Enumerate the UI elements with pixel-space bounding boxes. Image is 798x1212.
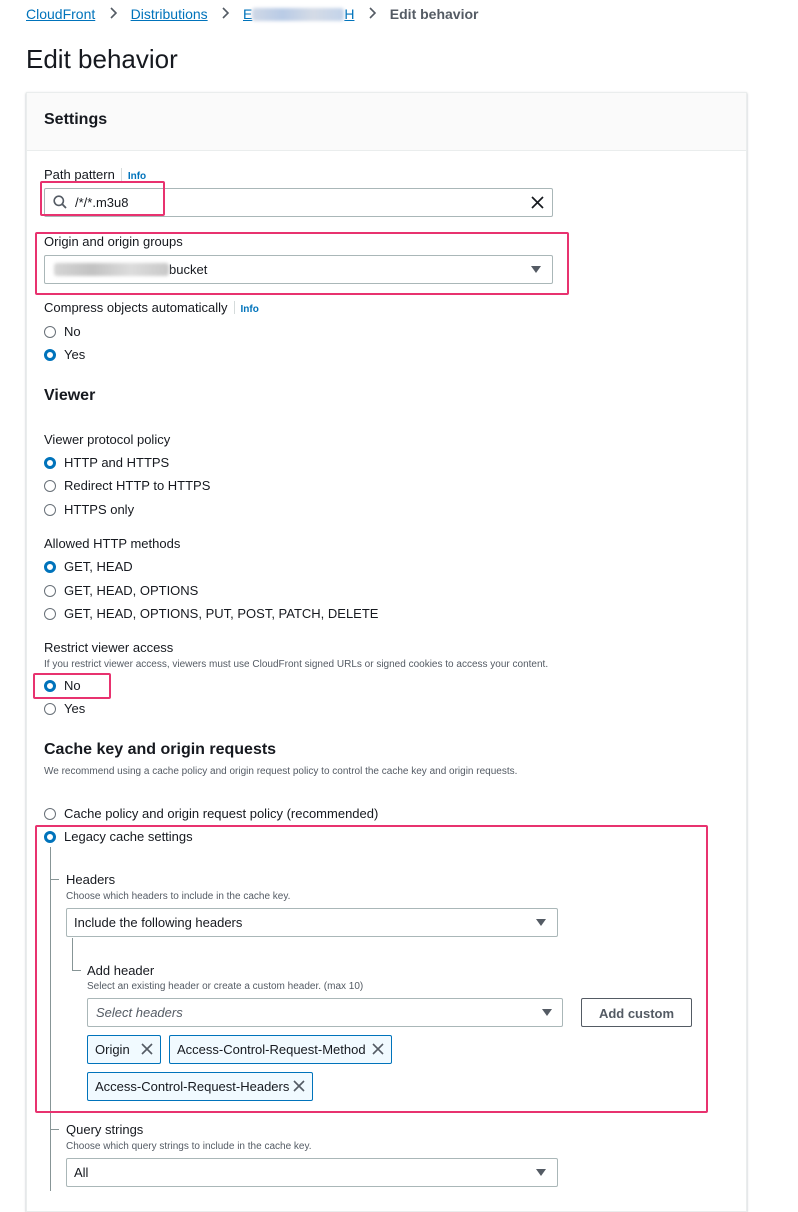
protocol-option-http-https[interactable]: [44, 455, 169, 470]
compress-label: Compress objects automatically: [44, 300, 228, 315]
radio-unselected: [44, 808, 56, 820]
breadcrumb: [26, 6, 478, 24]
tree-line: [50, 847, 51, 1191]
query-strings-value: All: [74, 1165, 89, 1180]
caret-down-icon: [542, 1009, 552, 1016]
path-pattern-info-link[interactable]: Info: [127, 171, 147, 182]
headers-label: Headers: [66, 872, 116, 887]
methods-option-get-head[interactable]: [44, 559, 133, 574]
compress-option-yes[interactable]: [44, 347, 85, 362]
radio-selected: [44, 561, 56, 573]
close-icon[interactable]: [293, 1077, 305, 1095]
search-icon: [53, 195, 67, 212]
radio-label: GET, HEAD: [64, 559, 133, 574]
page-title: Edit behavior: [26, 44, 178, 74]
header-token-request-headers: [87, 1072, 313, 1101]
query-strings-label: Query strings: [66, 1122, 144, 1137]
token-label: Access-Control-Request-Method: [177, 1042, 366, 1057]
viewer-section-title: Viewer: [44, 387, 96, 404]
cache-section-title: Cache key and origin requests: [44, 741, 277, 758]
origin-label: Origin and origin groups: [44, 234, 183, 249]
query-strings-select[interactable]: [66, 1158, 558, 1187]
origin-value: [54, 262, 207, 277]
settings-header: Settings: [44, 111, 108, 128]
query-strings-description: Choose which query strings to include in the cache key.: [66, 1141, 312, 1152]
origin-value-suffix: bucket: [169, 262, 208, 277]
breadcrumb-current: Edit behavior: [389, 6, 479, 22]
radio-unselected: [44, 504, 56, 516]
restrict-access-description: If you restrict viewer access, viewers must use CloudFront signed URLs or signed cookies to access your content.: [44, 659, 549, 670]
caret-down-icon: [531, 266, 541, 273]
caret-down-icon: [536, 1169, 546, 1176]
radio-label: Redirect HTTP to HTTPS: [64, 478, 211, 493]
origin-select[interactable]: [44, 255, 553, 284]
radio-selected: [44, 680, 56, 692]
radio-selected: [44, 349, 56, 361]
radio-label: HTTPS only: [64, 502, 135, 517]
radio-label: Cache policy and origin request policy (recommended): [64, 806, 379, 821]
radio-selected: [44, 831, 56, 843]
breadcrumb-distributions[interactable]: Distributions: [130, 6, 208, 22]
compress-info-link[interactable]: Info: [240, 304, 259, 315]
add-custom-button[interactable]: Add custom: [581, 998, 692, 1027]
radio-selected: [44, 457, 56, 469]
tree-line: [50, 879, 59, 880]
token-label: Access-Control-Request-Headers: [95, 1079, 290, 1094]
add-header-description: Select an existing header or create a custom header. (max 10): [87, 981, 364, 992]
redacted-id: [252, 8, 344, 21]
close-icon[interactable]: [531, 196, 544, 212]
radio-label: Yes: [64, 347, 86, 362]
radio-label: HTTP and HTTPS: [64, 455, 170, 470]
methods-option-all[interactable]: [44, 606, 378, 621]
radio-label: GET, HEAD, OPTIONS: [64, 583, 199, 598]
radio-unselected: [44, 608, 56, 620]
select-headers-placeholder: Select headers: [96, 1005, 183, 1020]
methods-option-get-head-options[interactable]: [44, 583, 198, 598]
chevron-right-icon: [221, 6, 234, 22]
radio-unselected: [44, 326, 56, 338]
radio-label: Legacy cache settings: [64, 829, 193, 844]
restrict-option-yes[interactable]: [44, 701, 85, 716]
header-token-origin: [87, 1035, 161, 1064]
distribution-id-prefix: E: [242, 6, 253, 22]
headers-select-value: Include the following headers: [74, 915, 243, 930]
headers-description: Choose which headers to include in the cache key.: [66, 891, 291, 902]
path-pattern-label-row: [44, 167, 146, 182]
caret-down-icon: [536, 919, 546, 926]
restrict-option-no[interactable]: [44, 678, 81, 693]
select-headers-input[interactable]: [87, 998, 563, 1027]
radio-label: Yes: [64, 701, 86, 716]
path-pattern-label: Path pattern: [44, 167, 115, 182]
radio-label: No: [64, 678, 81, 693]
close-icon[interactable]: [141, 1040, 153, 1058]
path-pattern-input[interactable]: [44, 188, 553, 217]
close-icon[interactable]: [372, 1040, 384, 1058]
token-label: Origin: [95, 1042, 130, 1057]
tree-line: [72, 970, 81, 971]
radio-label: GET, HEAD, OPTIONS, PUT, POST, PATCH, DELETE: [64, 606, 379, 621]
distribution-id-suffix: H: [344, 6, 355, 22]
compress-label-row: [44, 300, 259, 315]
cache-option-legacy[interactable]: [44, 829, 193, 844]
chevron-right-icon: [109, 6, 122, 22]
breadcrumb-distribution-id[interactable]: [243, 6, 354, 22]
protocol-policy-label: Viewer protocol policy: [44, 432, 171, 447]
radio-unselected: [44, 703, 56, 715]
breadcrumb-cloudfront[interactable]: CloudFront: [26, 6, 96, 22]
headers-select[interactable]: [66, 908, 558, 937]
protocol-option-https-only[interactable]: [44, 502, 134, 517]
header-token-request-method: [169, 1035, 392, 1064]
restrict-access-label: Restrict viewer access: [44, 640, 174, 655]
allowed-methods-label: Allowed HTTP methods: [44, 536, 181, 551]
radio-unselected: [44, 585, 56, 597]
tree-line: [72, 938, 73, 970]
redacted-origin: [54, 263, 169, 276]
tree-line: [50, 1129, 59, 1130]
radio-unselected: [44, 480, 56, 492]
protocol-option-redirect[interactable]: [44, 478, 210, 493]
cache-section-description: We recommend using a cache policy and origin request policy to control the cache key and origin requests.: [44, 766, 518, 777]
path-pattern-value: /*/*.m3u8: [75, 195, 129, 210]
chevron-right-icon: [368, 6, 381, 22]
radio-label: No: [64, 324, 81, 339]
cache-option-policy[interactable]: [44, 806, 378, 821]
settings-panel-header: [27, 93, 746, 151]
compress-option-no[interactable]: [44, 324, 81, 339]
add-header-label: Add header: [87, 963, 155, 978]
